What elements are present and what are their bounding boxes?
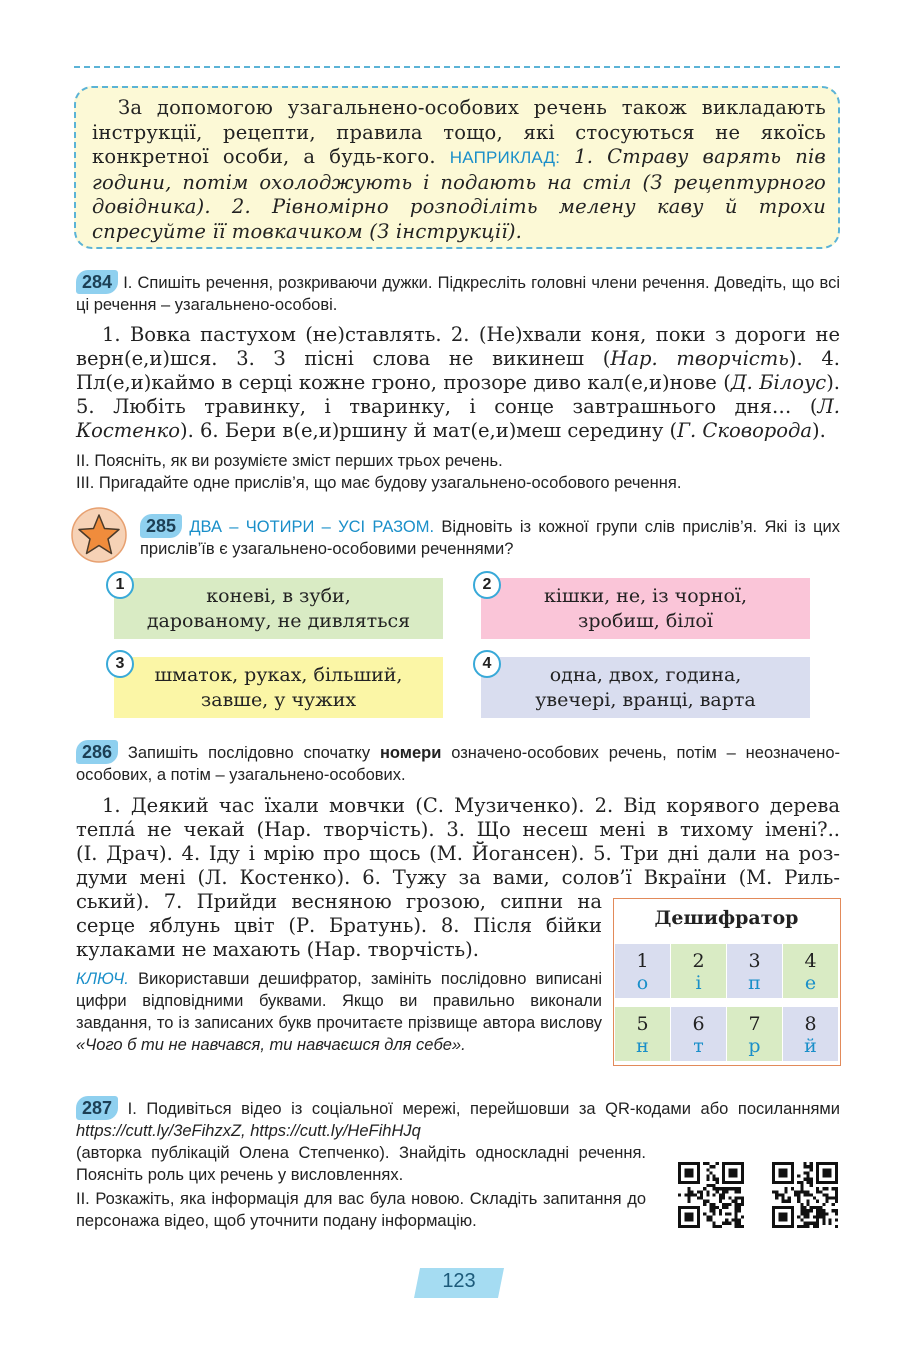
decoder-title: Дешифратор bbox=[654, 907, 799, 929]
card-number-4: 4 bbox=[473, 650, 501, 678]
ex287-task1-top: 287 I. Подивіться відео із соціальної мережі, перейшовши за QR-кодами або посиланнями https://cutt.ly/3eFihzxZ, https://cutt.ly/HeFihHJq bbox=[76, 1098, 840, 1140]
ex286-task: 286 Запишіть послідовно спочатку номери означено-особових речень, потім – неозначено-особових, а потім – узагальнено-особових. bbox=[76, 742, 841, 784]
ex286-line-4: думи мені (Л. Костенко). 6. Тужу за вами, солов’ї Вкраїни (М. Риль- bbox=[76, 866, 840, 889]
page-number: 123 bbox=[442, 1270, 476, 1292]
example-label: НАПРИКЛАД: bbox=[449, 148, 561, 167]
decoder-cell-8: 8 й bbox=[783, 1007, 838, 1061]
ex286-line-7: кулаками не махають (Нар. творчість). bbox=[76, 938, 479, 961]
ex287-task2: II. Розкажіть, яка інформація для вас була новою. Складіть запитання до персонажа відео, щоб уточнити подану інформацію. bbox=[76, 1190, 646, 1230]
ex286-line-3: (І. Драч). 4. Іду і мрію про щось (М. Йогансен). 5. Три дні дали на роз- bbox=[76, 842, 840, 865]
proverb-card-2: кішки, не, із чорної, зробиш, білої bbox=[481, 578, 810, 639]
ex284-sentences: 1. Вовка пастухом (не)ставлять. 2. (Не)хвали коня, поки з дороги не верн(е,и)шся. 3. З пісні слова не викинеш (Нар. творчість). 4. Пл(е,и)каймо в серці кожне гроно, прозоре диво кал(е,и)нове (Д. Білоус). 5. Любіть травинку, і тваринку, і сонце завтрашнього дня… (Л. Костенко). 6. Бери в(е,и)ршину й мат(е,и)меш середину (Г. Сковорода). bbox=[76, 323, 840, 442]
ex285-number: 285 bbox=[140, 514, 182, 538]
decoder-cell-3: 3 п bbox=[727, 944, 782, 998]
card-number-2: 2 bbox=[473, 571, 501, 599]
proverb-card-4: одна, двох, година, увечері, вранці, варта bbox=[481, 657, 810, 718]
decoder-cell-1: 1 о bbox=[615, 944, 670, 998]
decoder-cell-2: 2 і bbox=[671, 944, 726, 998]
decoder-cell-5: 5 н bbox=[615, 1007, 670, 1061]
card-number-1: 1 bbox=[106, 571, 134, 599]
ex286-line-6: серце яблунь цвіт (Р. Братунь). 8. Після бійки bbox=[76, 914, 602, 937]
qr-code-icon[interactable] bbox=[772, 1162, 838, 1233]
ex285-task bbox=[140, 514, 840, 560]
ex284-task3: III. Пригадайте одне прислів’я, що має будову узагальнено-особового речення. bbox=[76, 474, 682, 492]
decoder-cell-6: 6 т bbox=[671, 1007, 726, 1061]
ex286-line-1: 1. Деякий час їхали мовчки (С. Музиченко). 2. Від корявого дерева bbox=[102, 794, 840, 817]
qr-code-icon[interactable] bbox=[678, 1162, 744, 1233]
star-icon bbox=[70, 506, 128, 564]
proverb-card-3: шматок, руках, більший, завше, у чужих bbox=[114, 657, 443, 718]
ex284-task bbox=[76, 270, 840, 316]
rule-text: За допомогою узагальнено-особових речень також викладають інструкції, рецепти, правила тощо, які стосуються не якоїсь конкретної особи, а будь-кого. НАПРИКЛАД: 1. Страву варять пів години, потім охолоджують і подають на стіл (З рецептурного довідника). 2. Рівномірно розподіліть мелену каву й трохи спресуйте її товкачиком (З інструкції). bbox=[92, 96, 826, 243]
page-number-badge bbox=[412, 1266, 506, 1300]
key-label: КЛЮЧ. bbox=[76, 970, 129, 988]
ex285-heading: ДВА – ЧОТИРИ – УСІ РАЗОМ. bbox=[189, 518, 435, 536]
ex284-task2: II. Поясніть, як ви розумієте зміст перших трьох речень. bbox=[76, 452, 503, 470]
ex286-line-5: ський). 7. Прийди весняною грозою, сипни на bbox=[76, 890, 602, 913]
ex285-task-text: Відновіть із кожної групи слів прислів’я. Які із цих прислів’їв є узагальнено-особовими реченнями? bbox=[140, 518, 840, 558]
ex286-line-2: тепла́ не чекай (Нар. творчість). 3. Що несеш мені в тихому імені?.. bbox=[76, 818, 840, 841]
card-number-3: 3 bbox=[106, 650, 134, 678]
ex284-number: 284 bbox=[76, 270, 118, 294]
decoder-cell-4: 4 е bbox=[783, 944, 838, 998]
ex286-key: КЛЮЧ. Використавши дешифратор, замініть послідовно виписані цифри відповідними буквами. Якщо ви правильно виконали завдання, то із записаних букв прочитаєте прізвище автора вислову «Чого б ти не навчався, ти навчаєшся для себе». bbox=[76, 970, 602, 1054]
decoder-cell-7: 7 р bbox=[727, 1007, 782, 1061]
ex287-number: 287 bbox=[76, 1096, 118, 1120]
decoder-table bbox=[613, 898, 841, 1066]
ex287-task1-bottom: (авторка публікацій Олена Степченко). Знайдіть односкладні речення. Поясніть роль цих речень у висловленнях. bbox=[76, 1144, 646, 1184]
proverb-card-1: коневі, в зуби, дарованому, не дивляться bbox=[114, 578, 443, 639]
ex287-links[interactable]: https://cutt.ly/3eFihzxZ, https://cutt.ly/HeFihHJq bbox=[76, 1122, 421, 1140]
rule-example: 1. Страву варять пів години, потім охолоджують і подають на стіл (З рецептурного довідника). 2. Рівномірно розподіліть мелену каву й трохи спресуйте її товкачиком (З інструкції). bbox=[92, 145, 826, 243]
ex286-number: 286 bbox=[76, 740, 118, 764]
top-divider bbox=[74, 66, 840, 68]
ex284-task-text: I. Спишіть речення, розкриваючи дужки. Підкресліть головні члени речення. Доведіть, що всі ці речення – узагальнено-особові. bbox=[76, 274, 840, 314]
